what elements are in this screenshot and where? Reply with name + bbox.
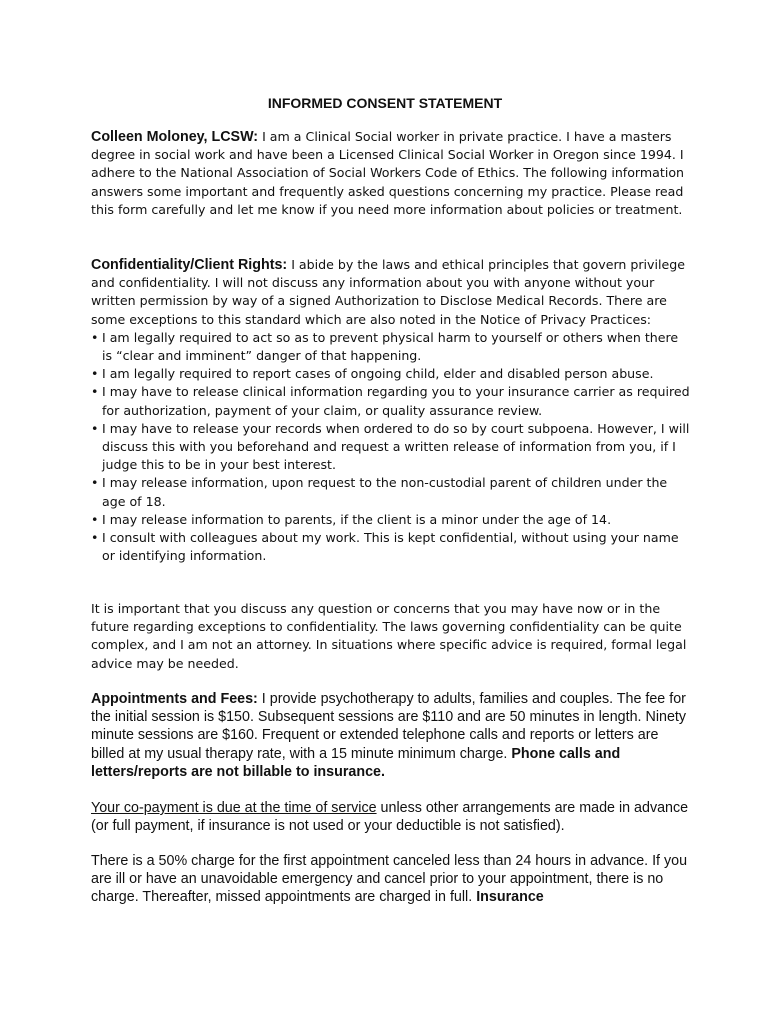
confidentiality-paragraph [91,256,691,329]
intro-paragraph [91,128,691,219]
confidentiality-heading: Confidentiality/Client Rights: [91,257,288,273]
exceptions-list [91,329,691,566]
confidentiality-text: I abide by the laws and ethical principles that govern privilege and confidentiality. I will not discuss any information about you with anyone without your written permission by way of a signed Authorization to Disclose Medical Records. There are some exceptions to this standard which are also noted in the Notice of Privacy Practices: [91,257,685,327]
copayment-text: unless other arrangements are made in advance (or full payment, if insurance is not used or your deductible is not satisfied). [91,800,689,835]
cancellation-text: There is a 50% charge for the first appointment canceled less than 24 hours in advance. If you are ill or have an unavoidable emergency and cancel prior to your appointment, there is no charge. Thereafter, missed appointments are charged in full. [91,853,688,906]
cancellation-paragraph [91,852,691,907]
list-item: • I am legally required to act so as to prevent physical harm to yourself or others when there is “clear and imminent” danger of that happening. [91,329,691,365]
list-item: • I may have to release your records when ordered to do so by court subpoena. However, I will discuss this with you beforehand and request a written release of information from you, if I judge this to be in your best interest. [91,420,691,475]
document-title: INFORMED CONSENT STATEMENT [267,95,503,111]
appointments-text: I provide psychotherapy to adults, families and couples. The fee for the initial session is $150. Subsequent sessions are $110 and are 50 minutes in length. Ninety minute sessions are $160. Frequent or extended telephone calls and reports or letters are billed at my usual therapy rate, with a 15 minute minimum charge. [91,691,687,762]
copayment-underlined: Your co-payment is due at the time of service [91,800,377,816]
list-item: • I may release information, upon request to the non-custodial parent of children under the age of 18. [91,474,691,510]
list-item: • I consult with colleagues about my work. This is kept confidential, without using your name or identifying information. [91,529,691,565]
list-item: • I may have to release clinical information regarding you to your insurance carrier as required for authorization, payment of your claim, or quality assurance review. [91,383,691,419]
legal-note-paragraph: It is important that you discuss any question or concerns that you may have now or in the future regarding exceptions to confidentiality. The laws governing confidentiality can be quite complex, and I am not an attorney. In situations where specific advice is required, formal legal advice may be needed. [91,601,687,671]
intro-text: I am a Clinical Social worker in private practice. I have a masters degree in social work and have been a Licensed Clinical Social Worker in Oregon since 1994. I adhere to the National Association of Social Workers Code of Ethics. The following information answers some important and frequently asked questions concerning my practice. Please read this form carefully and let me know if you need more information about policies or treatment. [91,129,684,217]
copayment-paragraph [91,799,691,835]
intro-heading: Colleen Moloney, LCSW: [91,129,259,145]
billing-note: Phone calls and letters/reports are not billable to insurance. [91,745,621,780]
appointments-paragraph [91,690,691,781]
list-item: • I am legally required to report cases of ongoing child, elder and disabled person abuse. [91,365,691,383]
appointments-heading: Appointments and Fees: [91,691,258,707]
list-item: • I may release information to parents, if the client is a minor under the age of 14. [91,511,691,529]
confidentiality-section [91,256,691,565]
insurance-trailing: Insurance [476,889,544,906]
